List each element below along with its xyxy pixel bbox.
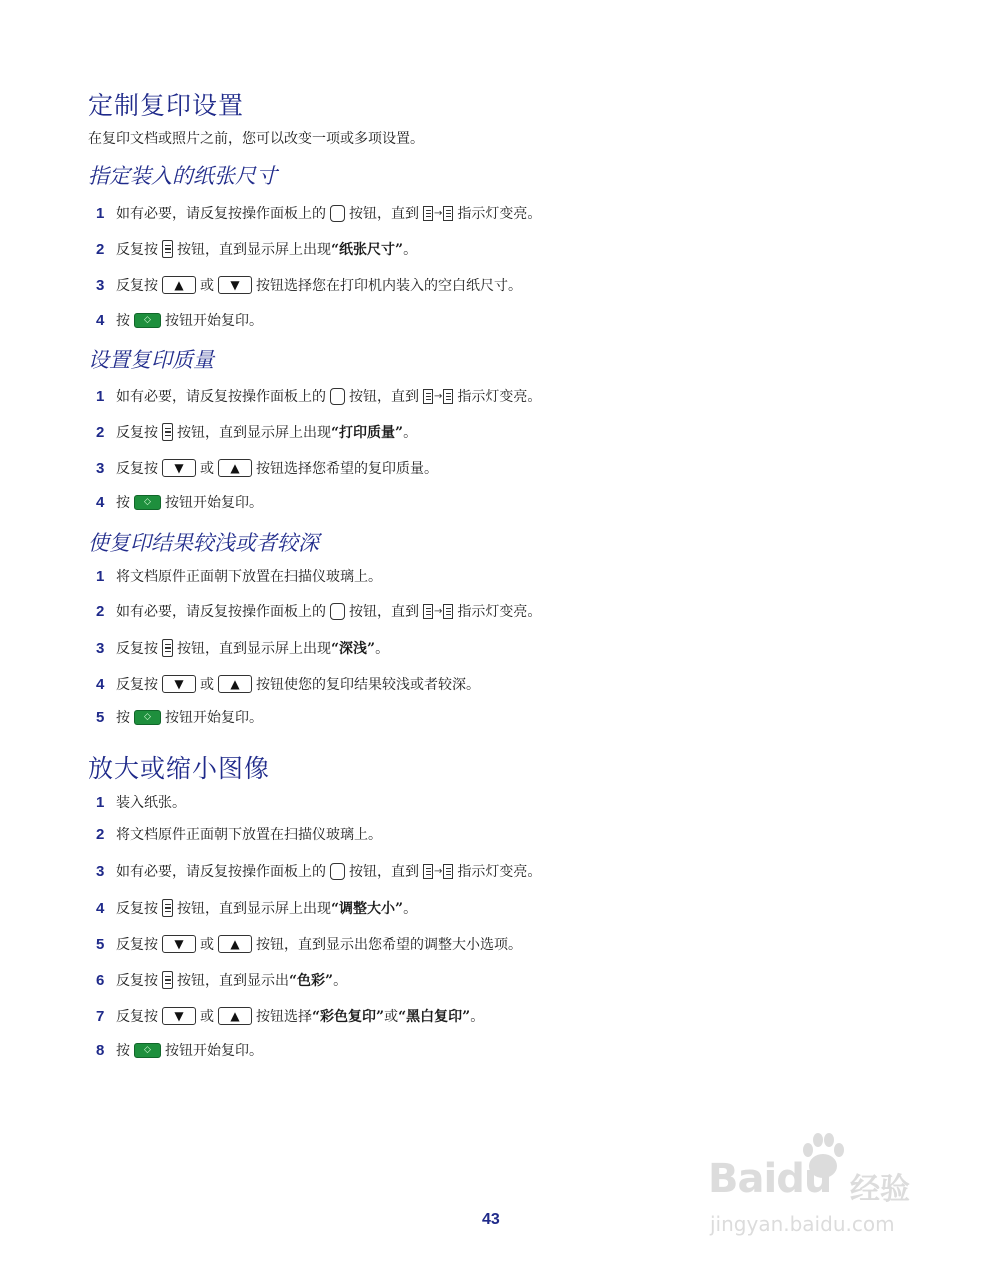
step-text: 按钮，直到 bbox=[349, 389, 419, 405]
step-text: 。 bbox=[375, 641, 390, 657]
step-text: 装入纸张。 bbox=[116, 795, 186, 811]
down-arrow-button-icon: ▼ bbox=[218, 276, 252, 294]
step-text: 或 bbox=[200, 1009, 214, 1025]
down-arrow-button-icon: ▼ bbox=[162, 459, 196, 477]
step-row bbox=[96, 790, 186, 814]
page-number: 43 bbox=[482, 1211, 500, 1228]
menu-button-icon bbox=[162, 971, 173, 989]
step-text: 反复按 bbox=[116, 677, 158, 693]
step-number: 3 bbox=[96, 639, 105, 657]
down-arrow-button-icon: ▼ bbox=[162, 1007, 196, 1025]
step-text: 或 bbox=[384, 1009, 399, 1025]
step-number: 5 bbox=[96, 935, 105, 953]
step-row bbox=[96, 705, 263, 729]
step-text: 按钮，直到显示出您希望的调整大小选项。 bbox=[256, 937, 522, 953]
copy-mode-button-icon bbox=[330, 863, 345, 880]
step-text: 反复按 bbox=[116, 641, 158, 657]
step-row bbox=[96, 564, 382, 588]
up-arrow-button-icon: ▲ bbox=[218, 1007, 252, 1025]
subsection-title-darkness: 使复印结果较浅或者较深 bbox=[88, 531, 319, 555]
menu-option-text: “彩色复印” bbox=[312, 1009, 385, 1025]
copy-mode-button-icon bbox=[330, 205, 345, 222]
menu-button-icon bbox=[162, 639, 173, 657]
step-number: 1 bbox=[96, 387, 105, 405]
step-text: 按钮，直到显示屏上出现 bbox=[177, 242, 331, 258]
up-arrow-button-icon: ▲ bbox=[218, 459, 252, 477]
copy-indicator-icon: → bbox=[423, 206, 453, 221]
step-row bbox=[96, 420, 417, 444]
step-text: 。 bbox=[333, 973, 348, 989]
step-text: 按钮选择 bbox=[256, 1009, 312, 1025]
step-number: 3 bbox=[96, 276, 105, 294]
step-row bbox=[96, 932, 522, 956]
step-text: 指示灯变亮。 bbox=[457, 206, 542, 222]
step-text: 按钮选择您在打印机内装入的空白纸尺寸。 bbox=[256, 278, 522, 294]
step-text: 。 bbox=[403, 242, 418, 258]
start-button-icon: ◇ bbox=[134, 495, 161, 510]
step-row bbox=[96, 1038, 263, 1062]
step-text: 按钮，直到 bbox=[349, 206, 419, 222]
menu-option-text: “打印质量” bbox=[331, 425, 404, 441]
step-text: 按钮开始复印。 bbox=[165, 313, 263, 329]
step-text: 按钮，直到显示屏上出现 bbox=[177, 425, 331, 441]
step-row bbox=[96, 672, 480, 696]
menu-option-text: “深浅” bbox=[331, 641, 376, 657]
subsection-title-quality: 设置复印质量 bbox=[88, 348, 214, 372]
step-text: 反复按 bbox=[116, 973, 158, 989]
copy-indicator-icon: → bbox=[423, 864, 453, 879]
step-text: 反复按 bbox=[116, 901, 158, 917]
step-row bbox=[96, 636, 389, 660]
down-arrow-button-icon: ▼ bbox=[162, 935, 196, 953]
start-button-icon: ◇ bbox=[134, 313, 161, 328]
step-row bbox=[96, 599, 541, 623]
step-number: 4 bbox=[96, 311, 105, 329]
step-text: 如有必要，请反复按操作面板上的 bbox=[116, 206, 326, 222]
step-text: 将文档原件正面朝下放置在扫描仪玻璃上。 bbox=[116, 827, 382, 843]
step-text: 反复按 bbox=[116, 278, 158, 294]
step-row bbox=[96, 859, 541, 883]
step-number: 1 bbox=[96, 204, 105, 222]
menu-button-icon bbox=[162, 899, 173, 917]
step-number: 2 bbox=[96, 240, 105, 258]
step-row bbox=[96, 822, 382, 846]
step-text: 或 bbox=[200, 677, 214, 693]
step-text: 按 bbox=[116, 313, 130, 329]
step-number: 1 bbox=[96, 793, 105, 811]
step-row bbox=[96, 490, 263, 514]
step-text: 反复按 bbox=[116, 461, 158, 477]
step-row bbox=[96, 384, 541, 408]
section-title-custom-copy: 定制复印设置 bbox=[88, 91, 245, 120]
step-text: 按钮使您的复印结果较浅或者较深。 bbox=[256, 677, 480, 693]
up-arrow-button-icon: ▲ bbox=[218, 675, 252, 693]
step-number: 6 bbox=[96, 971, 105, 989]
up-arrow-button-icon: ▲ bbox=[162, 276, 196, 294]
menu-option-text: “调整大小” bbox=[331, 901, 404, 917]
copy-mode-button-icon bbox=[330, 388, 345, 405]
start-button-icon: ◇ bbox=[134, 1043, 161, 1058]
step-number: 4 bbox=[96, 493, 105, 511]
step-row bbox=[96, 896, 417, 920]
step-text: 指示灯变亮。 bbox=[457, 389, 542, 405]
step-text: 或 bbox=[200, 461, 214, 477]
menu-option-text: “色彩” bbox=[289, 973, 334, 989]
step-number: 2 bbox=[96, 825, 105, 843]
step-text: 如有必要，请反复按操作面板上的 bbox=[116, 604, 326, 620]
step-row bbox=[96, 273, 522, 297]
step-text: 。 bbox=[470, 1009, 485, 1025]
step-number: 4 bbox=[96, 899, 105, 917]
step-text: 指示灯变亮。 bbox=[457, 604, 542, 620]
down-arrow-button-icon: ▼ bbox=[162, 675, 196, 693]
step-text: 。 bbox=[403, 901, 418, 917]
step-text: 如有必要，请反复按操作面板上的 bbox=[116, 864, 326, 880]
baidu-watermark bbox=[700, 1130, 940, 1250]
step-number: 3 bbox=[96, 459, 105, 477]
step-text: 按钮，直到显示屏上出现 bbox=[177, 901, 331, 917]
step-text: 或 bbox=[200, 937, 214, 953]
menu-button-icon bbox=[162, 423, 173, 441]
step-text: 按 bbox=[116, 495, 130, 511]
step-text: 按钮开始复印。 bbox=[165, 710, 263, 726]
step-text: 反复按 bbox=[116, 937, 158, 953]
step-text: 或 bbox=[200, 278, 214, 294]
step-text: 。 bbox=[403, 425, 418, 441]
step-text: 按钮，直到显示出 bbox=[177, 973, 289, 989]
copy-indicator-icon: → bbox=[423, 389, 453, 404]
menu-button-icon bbox=[162, 240, 173, 258]
subsection-title-paper-size: 指定装入的纸张尺寸 bbox=[88, 164, 277, 188]
step-text: 反复按 bbox=[116, 425, 158, 441]
step-number: 1 bbox=[96, 567, 105, 585]
step-text: 指示灯变亮。 bbox=[457, 864, 542, 880]
watermark-brand: Baidu bbox=[708, 1156, 832, 1202]
step-text: 按钮，直到 bbox=[349, 604, 419, 620]
step-number: 5 bbox=[96, 708, 105, 726]
step-text: 按钮选择您希望的复印质量。 bbox=[256, 461, 438, 477]
step-row bbox=[96, 1004, 484, 1028]
step-text: 反复按 bbox=[116, 242, 158, 258]
watermark-url: jingyan.baidu.com bbox=[710, 1212, 895, 1236]
step-row bbox=[96, 968, 347, 992]
step-text: 按钮，直到 bbox=[349, 864, 419, 880]
step-text: 将文档原件正面朝下放置在扫描仪玻璃上。 bbox=[116, 569, 382, 585]
step-row bbox=[96, 201, 541, 225]
step-number: 2 bbox=[96, 602, 105, 620]
step-row bbox=[96, 456, 438, 480]
menu-option-text: “纸张尺寸” bbox=[331, 242, 404, 258]
step-text: 按钮，直到显示屏上出现 bbox=[177, 641, 331, 657]
menu-option-text: “黑白复印” bbox=[398, 1009, 471, 1025]
step-text: 反复按 bbox=[116, 1009, 158, 1025]
watermark-cn: 经验 bbox=[850, 1172, 910, 1207]
start-button-icon: ◇ bbox=[134, 710, 161, 725]
step-text: 按 bbox=[116, 1043, 130, 1059]
step-text: 如有必要，请反复按操作面板上的 bbox=[116, 389, 326, 405]
section-title-resize: 放大或缩小图像 bbox=[88, 754, 271, 783]
step-number: 2 bbox=[96, 423, 105, 441]
step-row bbox=[96, 308, 263, 332]
step-number: 3 bbox=[96, 862, 105, 880]
step-text: 按钮开始复印。 bbox=[165, 1043, 263, 1059]
step-text: 按 bbox=[116, 710, 130, 726]
step-number: 8 bbox=[96, 1041, 105, 1059]
up-arrow-button-icon: ▲ bbox=[218, 935, 252, 953]
section-intro: 在复印文档或照片之前，您可以改变一项或多项设置。 bbox=[88, 131, 424, 147]
step-number: 4 bbox=[96, 675, 105, 693]
step-row bbox=[96, 237, 417, 261]
step-number: 7 bbox=[96, 1007, 105, 1025]
copy-indicator-icon: → bbox=[423, 604, 453, 619]
copy-mode-button-icon bbox=[330, 603, 345, 620]
step-text: 按钮开始复印。 bbox=[165, 495, 263, 511]
